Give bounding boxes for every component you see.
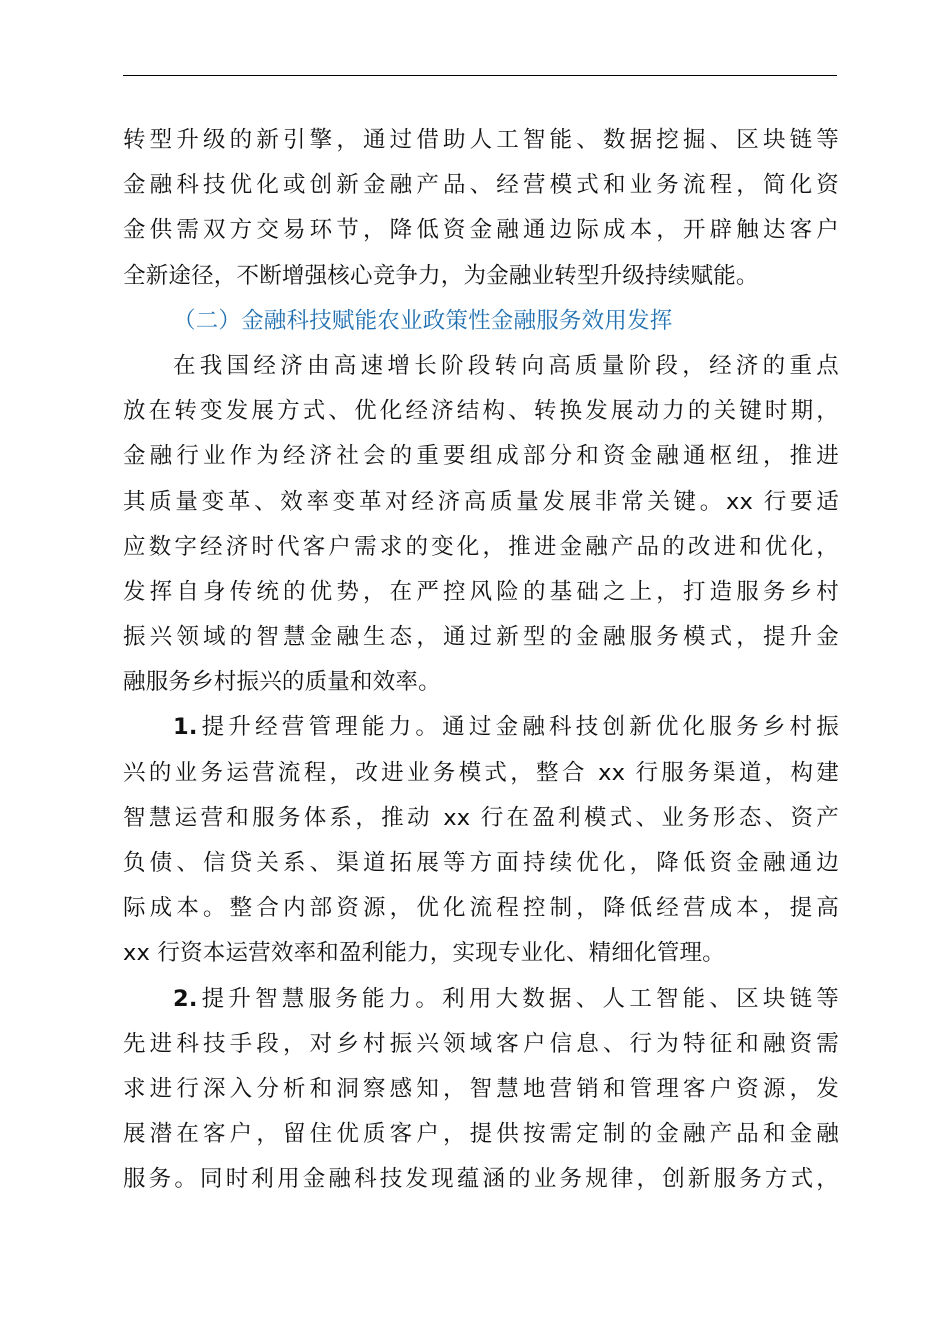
text-line: 在我国经济由高速增长阶段转向高质量阶段，经济的重点: [173, 352, 839, 379]
text-line: 智慧运营和服务体系，推动 xx 行在盈利模式、业务形态、资产: [123, 804, 839, 831]
paragraph-economy: [123, 344, 839, 706]
text-line: xx 行资本运营效率和盈利能力，实现专业化、精细化管理。: [123, 940, 725, 967]
paragraph-continuation: [123, 118, 839, 299]
text-line: 应数字经济时代客户需求的变化，推进金融产品的改进和优化，: [123, 533, 839, 560]
item-number: 2.: [173, 985, 198, 1012]
text-line: [123, 977, 839, 1022]
section-heading: （二）金融科技赋能农业政策性金融服务效用发挥: [173, 307, 673, 334]
list-item-2: [123, 977, 839, 1203]
header-rule: [123, 75, 837, 76]
text-line: 金融行业作为经济社会的重要组成部分和资金融通枢纽，推进: [123, 443, 839, 470]
text-line: 兴的业务运营流程，改进业务模式，整合 xx 行服务渠道，构建: [123, 759, 839, 786]
text-line: 放在转变发展方式、优化经济结构、转换发展动力的关键时期，: [123, 398, 839, 425]
text-line: 转型升级的新引擎，通过借助人工智能、数据挖掘、区块链等: [123, 127, 839, 153]
text-line: 求进行深入分析和洞察感知，智慧地营销和管理客户资源，发: [123, 1075, 839, 1102]
item-number: 1.: [173, 714, 198, 741]
item-lead-text: 提升经营管理能力。通过金融科技创新优化服务乡村振: [197, 714, 839, 741]
text-line: 负债、信贷关系、渠道拓展等方面持续优化，降低资金融通边: [123, 850, 839, 876]
text-line: 际成本。整合内部资源，优化流程控制，降低经营成本，提高: [123, 895, 839, 922]
text-line: 服务。同时利用金融科技发现蕴涵的业务规律，创新服务方式，: [123, 1166, 839, 1193]
text-line: 展潜在客户，留住优质客户，提供按需定制的金融产品和金融: [123, 1121, 839, 1148]
text-line: 金供需双方交易环节，降低资金融通边际成本，开辟触达客户: [123, 217, 839, 244]
text-line: 其质量变革、效率变革对经济高质量发展非常关键。xx 行要适: [123, 488, 839, 515]
item-lead-text: 提升智慧服务能力。利用大数据、人工智能、区块链等: [197, 985, 839, 1012]
text-line: [123, 705, 839, 750]
text-line: 全新途径，不断增强核心竞争力，为金融业转型升级持续赋能。: [123, 262, 759, 289]
text-line: 振兴领域的智慧金融生态，通过新型的金融服务模式，提升金: [123, 624, 839, 651]
text-line: 先进科技手段，对乡村振兴领域客户信息、行为特征和融资需: [123, 1030, 839, 1057]
text-line: 融服务乡村振兴的质量和效率。: [123, 669, 441, 696]
text-line: 金融科技优化或创新金融产品、经营模式和业务流程，简化资: [123, 172, 839, 199]
list-item-1: [123, 705, 839, 976]
document-body: [123, 118, 839, 1203]
text-line: 发挥自身传统的优势，在严控风险的基础之上，打造服务乡村: [123, 578, 839, 605]
